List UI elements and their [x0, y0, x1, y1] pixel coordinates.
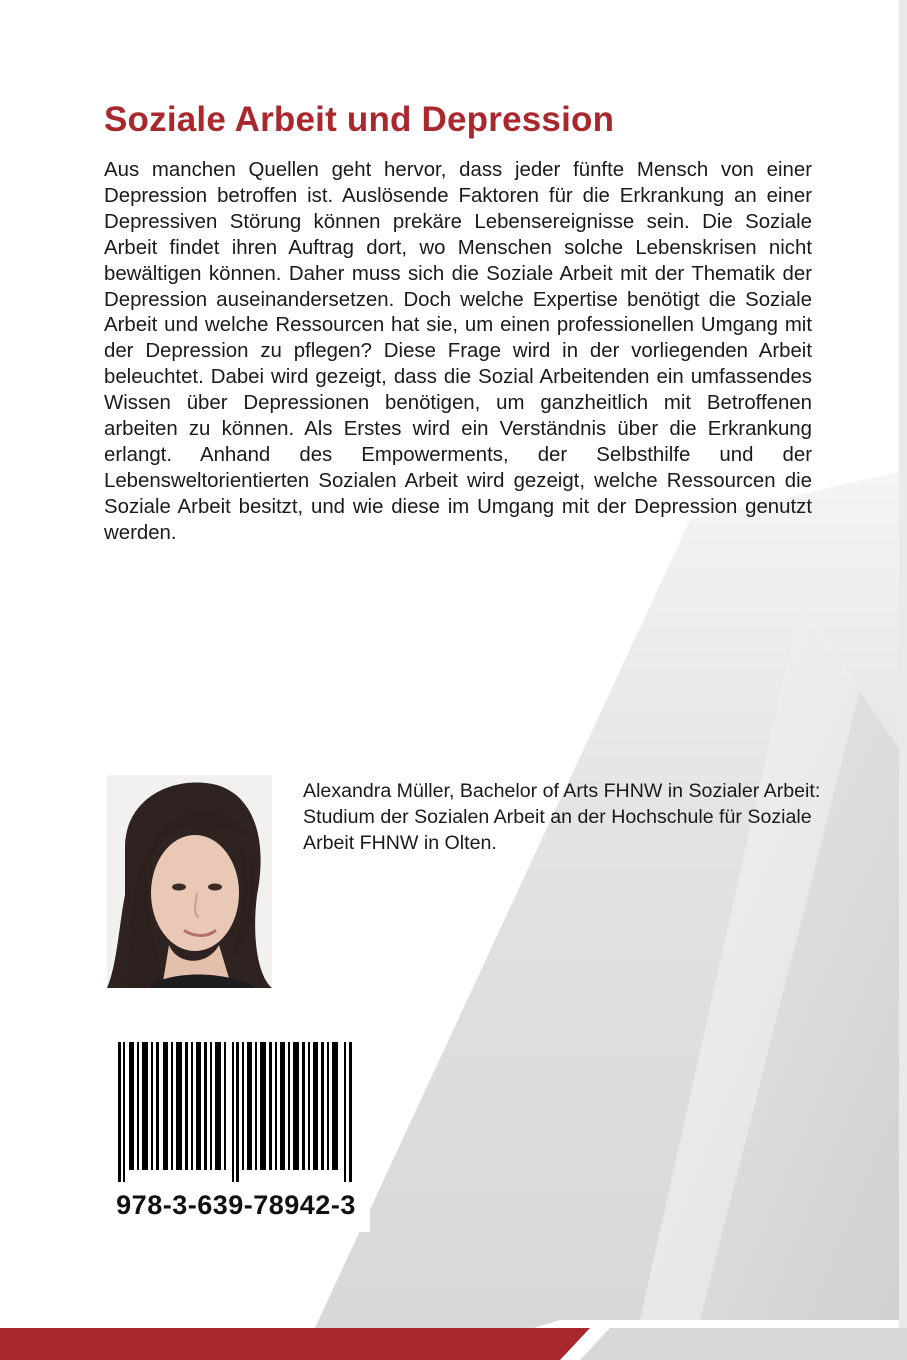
- book-title: Soziale Arbeit und Depression: [104, 100, 615, 139]
- right-edge-strip: [899, 0, 907, 1360]
- isbn-number: 978-3-639-78942-3: [116, 1190, 356, 1220]
- isbn-barcode: [102, 1030, 370, 1232]
- author-photo: [107, 775, 272, 988]
- barcode-bars: [118, 1042, 354, 1182]
- author-bio: Alexandra Müller, Bachelor of Arts FHNW in Sozialer Arbeit: Studium der Sozialen Arbeit an der Hochschule für Soziale Arbeit FHNW in Olten.: [303, 780, 821, 854]
- book-blurb: Aus manchen Quellen geht hervor, dass jeder fünfte Mensch von einer Depression betroffen ist. Auslösende Faktoren für die Erkrankung an einer Depressiven Störung können prekäre Lebensereignisse sein. Die Soziale Arbeit findet ihren Auftrag dort, wo Menschen solche Lebenskrisen nicht bewältigen können. Daher muss sich die Soziale Arbeit mit der Thematik der Depression auseinandersetzen. Doch welche Expertise benötigt die Soziale Arbeit und welche Ressourcen hat sie, um einen professionellen Umgang mit der Depression zu pflegen? Diese Frage wird in der vorliegenden Arbeit beleuchtet. Dabei wird gezeigt, dass die Sozial Arbeitenden ein umfassendes Wissen über Depressionen benötigen, um ganzheitlich mit Betroffenen arbeiten zu können. Als Erstes wird ein Verständnis über die Erkrankung erlangt. Anhand des Empowerments, der Selbsthilfe und der Lebensweltorientierten Sozialen Arbeit wird gezeigt, welche Ressourcen die Soziale Arbeit besitzt, und wie diese im Umgang mit der Depression genutzt werden.: [104, 159, 812, 544]
- bottom-accent-band: [0, 1318, 907, 1360]
